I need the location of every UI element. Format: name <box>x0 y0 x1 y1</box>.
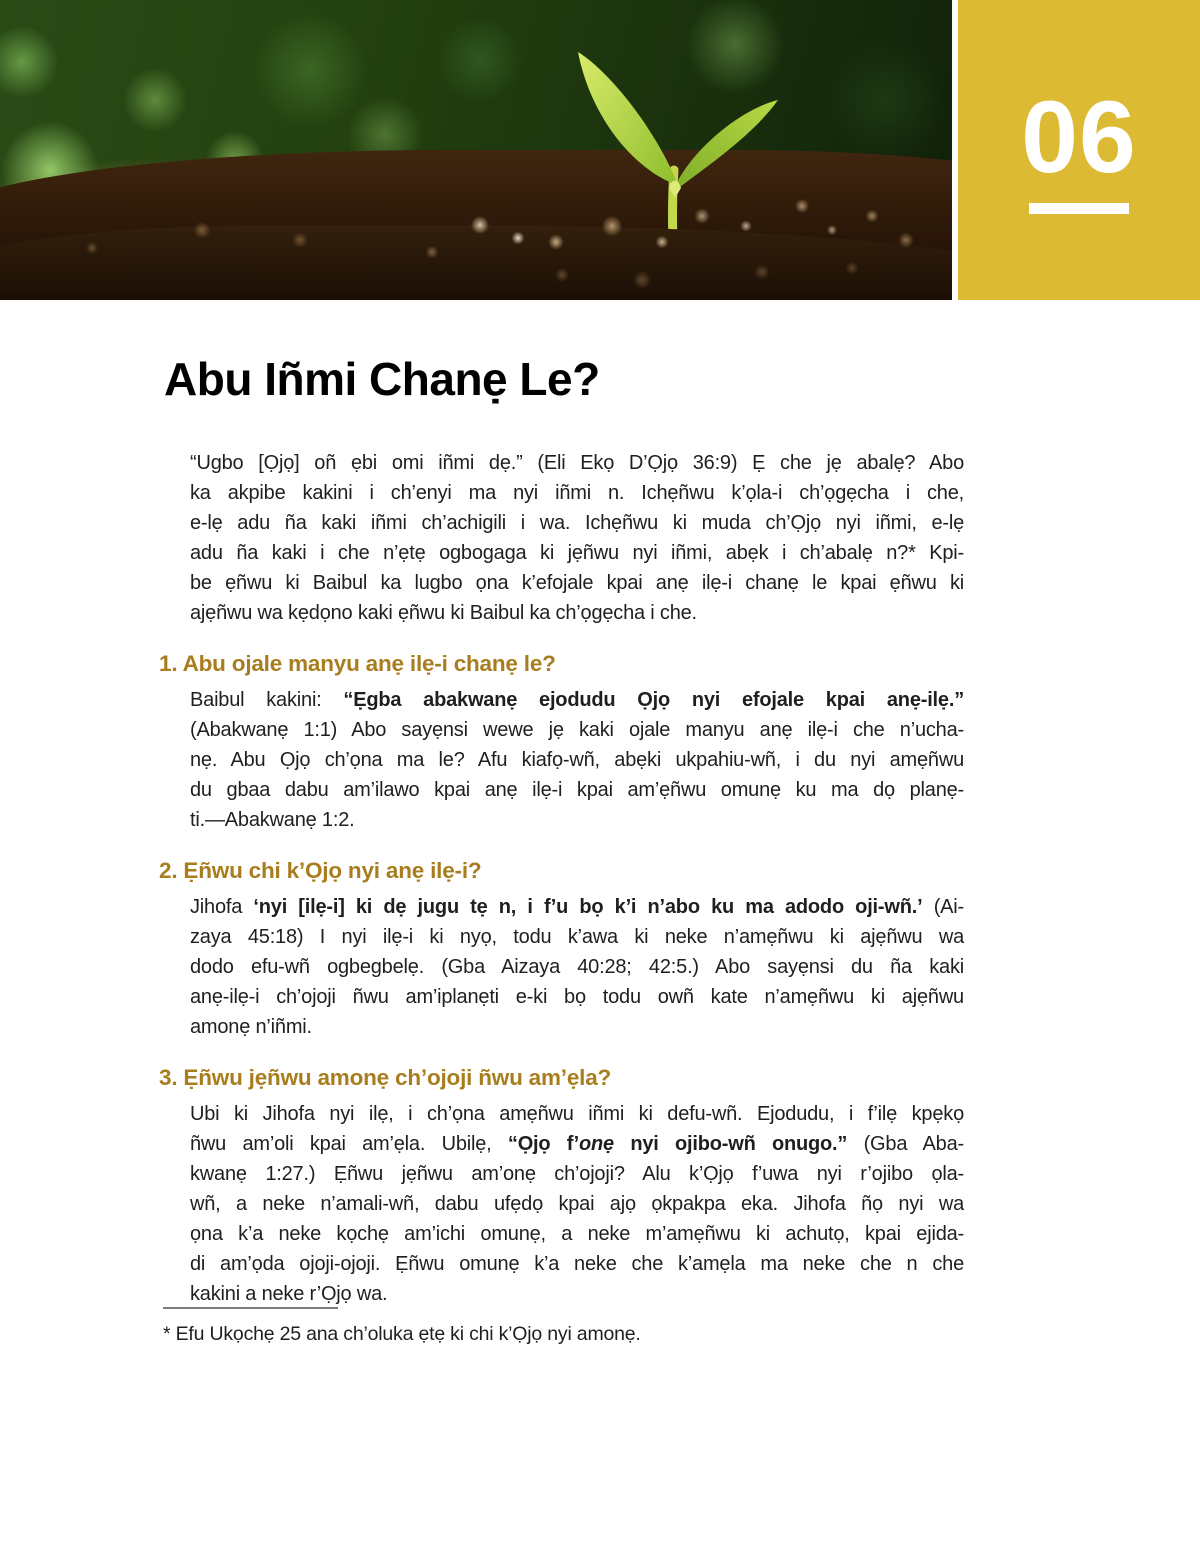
text-line: du gbaa dabu am’ilawo kpai anẹ ilẹ-i kpai am’ẹñwu omunẹ ku ma dọ planẹ- <box>190 779 964 801</box>
section-1-heading: 1. Abu ojale manyu anẹ ilẹ-i chanẹ le? <box>159 651 556 676</box>
text-line: ka akpibe kakini i ch’enyi ma nyi iñmi n. Ichẹñwu k’ọla-i ch’ọgẹcha i che, <box>190 482 964 504</box>
text-line: Baibul kakini: “Ẹgba abakwanẹ ejodudu Ọjọ nyi efojale kpai anẹ-ilẹ.” <box>190 689 964 711</box>
text-line: ọna k’a neke kọchẹ am’ichi omunẹ, a neke m’amẹñwu ki achutọ, kpai ejida- <box>190 1223 964 1245</box>
text-line: nẹ. Abu Ọjọ ch’ọna ma le? Afu kiafọ-wñ, abẹki ukpahiu-wñ, i du nyi amẹñwu <box>190 749 964 771</box>
text-line: dodo efu-wñ ogbegbelẹ. (Gba Aizaya 40:28; 42:5.) Abo sayẹnsi du ña kaki <box>190 956 964 978</box>
lesson-number-underline <box>1029 203 1129 214</box>
text-line: Ubi ki Jihofa nyi ilẹ, i ch’ọna amẹñwu iñmi ki defu-wñ. Ejodudu, i f’ilẹ kpẹkọ <box>190 1103 964 1125</box>
text-line: Jihofa ‘nyi [ilẹ-i] ki dẹ jugu tẹ n, i f’u bọ k’i n’abo ku ma adodo oji-wñ.’ (Ai- <box>190 896 964 918</box>
lesson-body <box>159 448 964 1309</box>
text-line: kakini a neke r’Ọjọ wa. <box>190 1283 388 1305</box>
text-line: ajẹñwu wa kẹdọno kaki ẹñwu ki Baibul ka ch’ọgẹcha i che. <box>190 602 697 624</box>
text-line: anẹ-ilẹ-i ch’ojoji ñwu am’iplanẹti e-ki bọ todu owñ kate n’amẹñwu ki ajẹñwu <box>190 986 964 1008</box>
text-line: wñ, a neke n’amali-wñ, dabu ufẹdọ kpai ajọ ọkpakpa eka. Jihofa ñọ nyi wa <box>190 1193 964 1215</box>
soil-bokeh-highlights <box>0 130 952 300</box>
intro-paragraph <box>190 448 964 628</box>
text-line: adu ña kaki i che n’ẹtẹ ogbogaga ki jẹñwu nyi iñmi, abẹk i ch’abalẹ n?* Kpi- <box>190 542 964 564</box>
text-line: e-lẹ adu ña kaki iñmi ch’achigili i wa. Ichẹñwu ki muda ch’Ọjọ nyi iñmi, e-lẹ <box>190 512 964 534</box>
seedling-photo <box>0 0 952 300</box>
section-2-paragraph <box>190 892 964 1042</box>
text-line: amonẹ n’iñmi. <box>190 1016 312 1038</box>
footnote-divider <box>163 1307 338 1309</box>
text-line: ti.—Abakwanẹ 1:2. <box>190 809 355 831</box>
section-2-heading: 2. Ẹñwu chi k’Ọjọ nyi anẹ ilẹ-i? <box>159 858 482 883</box>
text-line: ñwu am’oli kpai am’ẹla. Ubilẹ, “Ọjọ f’onẹ nyi ojibo-wñ onugo.” (Gba Aba- <box>190 1133 964 1155</box>
text-line: “Ugbo [Ọjọ] oñ ẹbi omi iñmi dẹ.” (Eli Ekọ D’Ọjọ 36:9) Ẹ che jẹ abalẹ? Abo <box>190 452 964 474</box>
text-line: zaya 45:18) I nyi ilẹ-i ki nyọ, todu k’awa ki neke n’amẹñwu ki ajẹñwu wa <box>190 926 964 948</box>
text-line: kwanẹ 1:27.) Ẹñwu jẹñwu am’onẹ ch’ojoji? Alu k’Ọjọ f’uwa nyi r’ojibo ọla- <box>190 1163 964 1185</box>
text-line: di am’ọda ojoji-ojoji. Ẹñwu omunẹ k’a neke che k’amẹla ma neke che n che <box>190 1253 964 1275</box>
text-line: (Abakwanẹ 1:1) Abo sayẹnsi wewe jẹ kaki ojale manyu anẹ ilẹ-i che n’ucha- <box>190 719 964 741</box>
section-1-paragraph <box>190 685 964 835</box>
text-line: be ẹñwu ki Baibul ka lugbo ọna k’efojale kpai anẹ ilẹ-i chanẹ le kpai ẹñwu ki <box>190 572 964 594</box>
footnote-text: * Efu Ukọchẹ 25 ana ch’oluka ẹtẹ ki chi k’Ọjọ nyi amonẹ. <box>163 1323 641 1345</box>
hero-section <box>0 0 1200 300</box>
page-title: Abu Iñmi Chanẹ Le? <box>164 353 600 405</box>
section-3-heading: 3. Ẹñwu jẹñwu amonẹ ch’ojoji ñwu am’ẹla? <box>159 1065 612 1090</box>
lesson-number-badge <box>958 0 1200 300</box>
section-3-paragraph <box>190 1099 964 1309</box>
footnote <box>163 1307 963 1346</box>
lesson-number: 06 <box>1021 80 1137 194</box>
